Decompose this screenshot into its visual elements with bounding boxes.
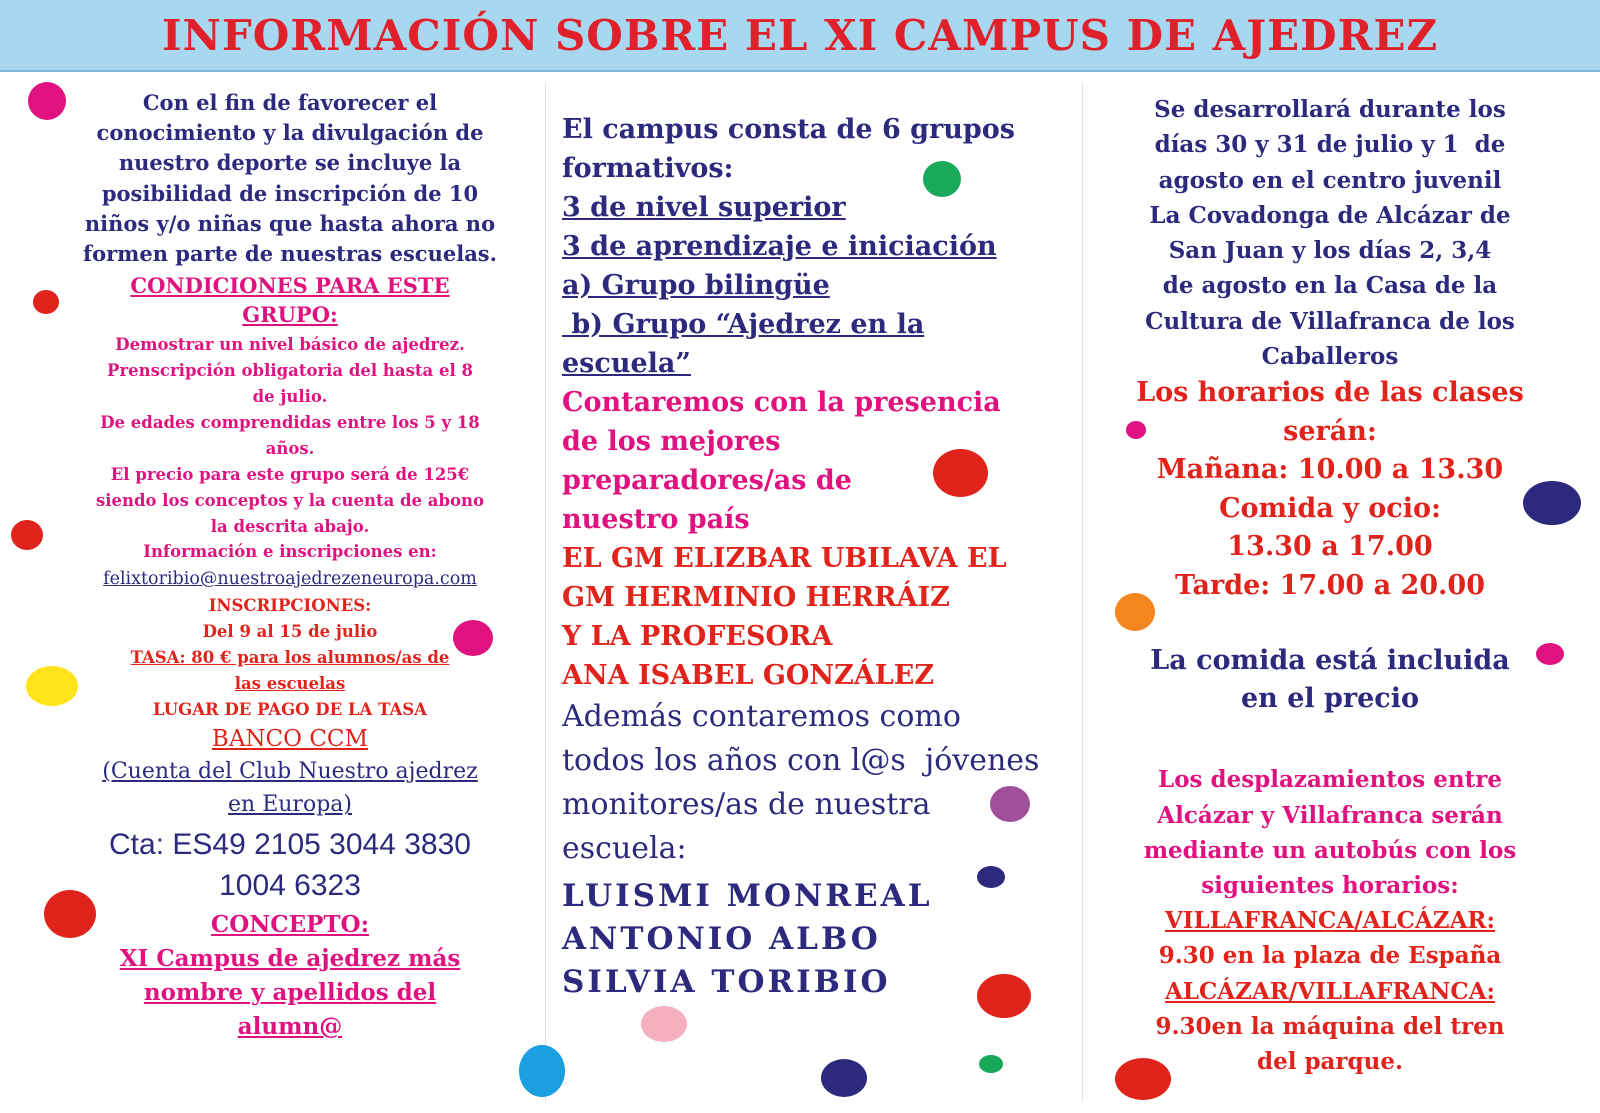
page-title: INFORMACIÓN SOBRE EL XI CAMPUS DE AJEDREZ — [161, 11, 1439, 60]
confetti-dot — [519, 1045, 565, 1097]
column-divider-left — [545, 82, 546, 1102]
confetti-dot — [641, 1006, 687, 1042]
monitors-intro: Además contaremos como todos los años con l@s jóvenes monitores/as de nuestra escuela: — [562, 699, 1040, 866]
confetti-dot — [821, 1059, 867, 1097]
transport-text: Los desplazamientos entre Alcázar y Villafranca serán mediante un autobús con los siguientes horarios: — [1143, 766, 1517, 899]
header-banner — [0, 0, 1600, 72]
groups-list: 3 de nivel superior 3 de aprendizaje e iniciación a) Grupo bilingüe b) Grupo “Ajedrez en la escuela” — [562, 192, 997, 379]
middle-column — [562, 110, 1082, 1004]
monitors-list: LUISMI MONREAL ANTONIO ALBO SILVIA TORIBIO — [562, 878, 933, 1000]
account-number: Cta: ES49 2105 3044 3830 1004 6323 — [109, 828, 471, 903]
conditions-heading: CONDICIONES PARA ESTE GRUPO: — [130, 273, 450, 328]
right-column — [1095, 92, 1565, 1079]
conditions-list: Demostrar un nivel básico de ajedrez. Prenscripción obligatoria del hasta el 8 de julio. De edades comprendidas entre los 5 y 18 años. El precio para este grupo será de 125€ siendo los conceptos y la cuenta de abono la descrita abajo. Información e inscripciones en: — [35, 332, 545, 565]
presence-text: Contaremos con la presencia de los mejores preparadores/as de nuestro país — [562, 387, 1001, 535]
coaches-list: EL GM ELIZBAR UBILAVA EL GM HERMINIO HERRÁIZ Y LA PROFESORA ANA ISABEL GONZÁLEZ — [562, 543, 1007, 691]
bus-schedule: VILLAFRANCA/ALCÁZAR: 9.30 en la plaza de España ALCÁZAR/VILLAFRANCA: 9.30en la máquina del tren del parque. — [1155, 907, 1505, 1075]
bank-name: BANCO CCM — [211, 726, 369, 753]
registration-info: INSCRIPCIONES: Del 9 al 15 de julio TASA: 80 € para los alumnos/as de las escuelas LUGAR DE PAGO DE LA TASA — [130, 596, 450, 720]
intro-text: Con el fin de favorecer el conocimiento y la divulgación de nuestro deporte se incluye la posibilidad de inscripción de 10 niños y/o niñas que hasta ahora no formen parte de nuestras escuelas. — [83, 90, 497, 267]
concept-label: CONCEPTO: — [210, 911, 370, 939]
confetti-dot — [979, 1055, 1003, 1073]
account-description: (Cuenta del Club Nuestro ajedrez en Europa) — [102, 759, 478, 818]
groups-intro: El campus consta de 6 grupos formativos: — [562, 114, 1015, 184]
column-divider-right — [1082, 82, 1083, 1102]
dates-text: Se desarrollará durante los días 30 y 31 de julio y 1 de agosto en el centro juvenil La Covadonga de Alcázar de San Juan y los días 2, 3,4 de agosto en la Casa de la Cultura de Villafranca de los Caballeros — [1145, 96, 1515, 371]
left-column — [35, 88, 545, 1044]
info-label: Información e inscripciones en: — [143, 542, 437, 562]
concept-text: XI Campus de ajedrez más nombre y apellidos del alumn@ — [119, 945, 461, 1041]
schedule: Los horarios de las clases serán: Mañana: 10.00 a 13.30 Comida y ocio: 13.30 a 17.00 Tarde: 17.00 a 20.00 — [1136, 377, 1524, 601]
email-link[interactable]: felixtoribio@nuestroajedrezeneuropa.com — [103, 569, 477, 590]
meal-note: La comida está incluida en el precio — [1150, 645, 1510, 715]
